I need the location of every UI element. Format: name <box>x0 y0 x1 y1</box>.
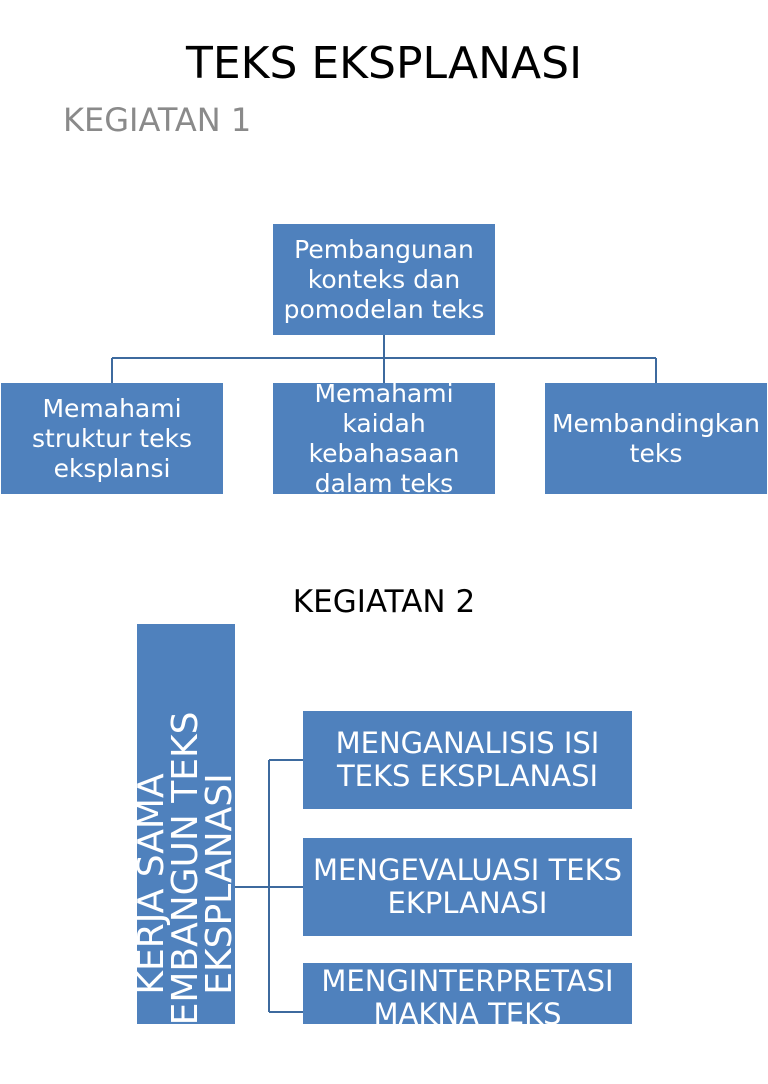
node-menginterpretasi <box>303 963 632 1031</box>
root-line-2: MEMBANGUN TEKS <box>165 711 206 1057</box>
section-label-kegiatan-2: KEGIATAN 2 <box>292 584 476 620</box>
slide-title: TEKS EKSPLANASI <box>185 38 583 89</box>
section-label-kegiatan-1: KEGIATAN 1 <box>63 101 252 139</box>
root-line-1: KERJA SAMA <box>131 773 172 995</box>
root-line-3: EKSPLANASI <box>199 773 240 995</box>
node-label: Membandingkan teks <box>551 408 761 468</box>
node-label: Memahami struktur teks eksplansi <box>32 393 192 483</box>
node-label: MENGEVALUASI TEKS EKPLANASI <box>312 853 623 920</box>
node-label: MENGANALISIS ISI TEKS EKSPLANASI <box>335 726 600 793</box>
node-label: MENGINTERPRETASI MAKNA TEKS <box>321 964 614 1031</box>
node-memahami-kaidah <box>273 378 495 498</box>
node-root-kerja-sama <box>131 624 240 1057</box>
node-label: Memahami kaidah kebahasaan dalam teks <box>308 378 460 498</box>
node-memahami-struktur <box>1 383 223 494</box>
node-mengevaluasi <box>303 838 632 936</box>
node-membandingkan-teks <box>545 383 767 494</box>
node-root-label: Pembangunan konteks dan pomodelan teks <box>283 234 485 324</box>
node-menganalisis <box>303 711 632 809</box>
node-root-pembangunan-konteks <box>273 224 495 335</box>
